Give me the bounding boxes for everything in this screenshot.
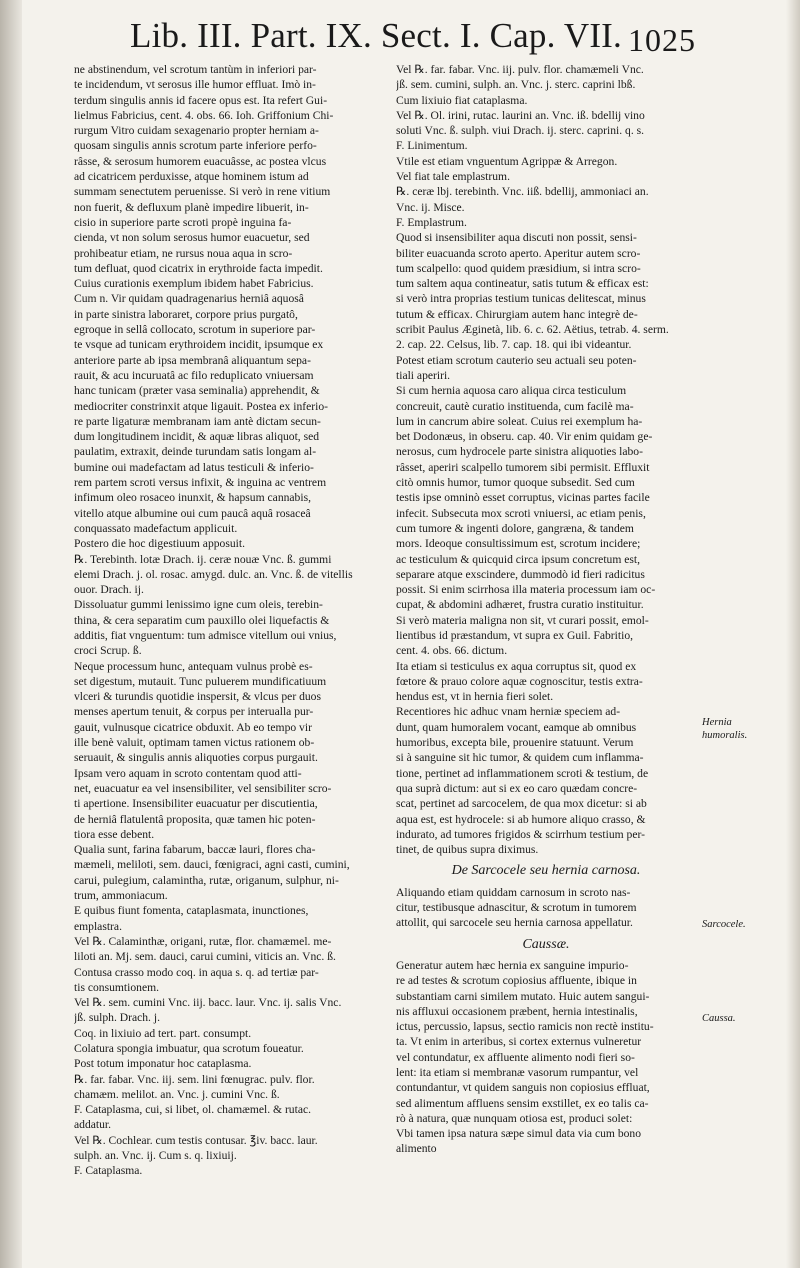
right-column-line: citur, testibusque adnascitur, & scrotum in tumorem: [396, 901, 637, 915]
right-column-line: Vel ℞. far. fabar. Vnc. iij. pulv. flor. chamæmeli Vnc.: [396, 63, 644, 76]
left-column-line: quosam singulis annis scrotum parte inferiore perfo-: [74, 139, 317, 153]
left-column-line: rem partem scroti versus infixit, & inguina ac ventrem: [74, 476, 327, 490]
left-column-line: cisio in superiore parte scroti propè inguina fa-: [74, 215, 292, 229]
right-column-line: lientibus id præstandum, vt supra ex Guil. Fabritio,: [396, 628, 634, 642]
right-column-block-2: [396, 885, 696, 931]
left-column-line: terdum singulis annis id facere opus est. Ita refert Gui-: [74, 93, 328, 107]
right-column-line: re ad testes & scrotum copiosius affluente, ibique in: [396, 974, 637, 988]
page-number: 1025: [628, 22, 696, 58]
left-column-line: ad cicatricem perduxisse, atque hominem istum ad: [74, 170, 309, 184]
left-column-line: Vel ℞. sem. cumini Vnc. iij. bacc. laur. Vnc. ij. salis Vnc.: [74, 996, 342, 1010]
left-column-line: ouor. Drach. ij.: [74, 583, 144, 597]
right-column-line: tutum & efficax. Chirurgiam autem hanc integrè de-: [396, 307, 638, 321]
left-column-line: tum defluat, quod cicatrix in erythroide facta impedit.: [74, 261, 323, 275]
left-column-line: elemi Drach. j. ol. rosac. amygd. dulc. an. Vnc. ß. de vitellis: [74, 567, 353, 581]
right-column-line: Vel ℞. Ol. irini, rutac. laurini an. Vnc. iß. bdellij vino: [396, 108, 645, 122]
right-column-line: cupat, & abdomini adhæret, frustra curatio instituitur.: [396, 598, 644, 612]
left-column-line: set digestum, mutauit. Tunc puluerem mundificatiuum: [74, 674, 327, 688]
left-column-line: menses apertum tenuit, & corpus per interualla pur-: [74, 705, 314, 719]
right-column-line: nerosus, cum hydrocele parte sinistra aliquoties labo-: [396, 445, 643, 459]
right-column-line: cum tumore & ingenti dolore, gangræna, & tandem: [396, 521, 634, 535]
left-column-line: sulph. an. Vnc. ij. Cum s. q. lixiuij.: [74, 1149, 237, 1163]
right-column-line: ictus, percussio, lapsus, sectio ramicis non rectè institu-: [396, 1020, 654, 1034]
right-column-line: Si cum hernia aquosa caro aliqua circa testiculum: [396, 384, 627, 398]
left-column-line: re parte ligaturæ membranam iam antè dictam secun-: [74, 414, 321, 428]
left-column-line: tiora esse debent.: [74, 827, 155, 841]
left-column-line: Postero die hoc digestiuum apposuit.: [74, 537, 245, 551]
right-column-line: Vnc. ij. Misce.: [396, 200, 465, 214]
right-column-block-1: [396, 62, 696, 857]
right-column-block-3: [396, 958, 696, 1157]
right-column-line: rò à natura, quæ nunquam otiosa est, produci solet:: [396, 1111, 633, 1125]
right-column-line: Quod si insensibiliter aqua discuti non possit, sensi-: [396, 231, 637, 245]
left-column-line: conquassato madefactum applicuit.: [74, 521, 238, 535]
left-column-line: E quibus fiunt fomenta, cataplasmata, inunctiones,: [74, 904, 309, 918]
right-column-line: F. Linimentum.: [396, 139, 468, 153]
running-header-title: Lib. III. Part. IX. Sect. I. Cap. VII.: [130, 16, 622, 55]
right-column-line: râsset, aperiri scalpello tumorem sibi permisit. Effluxit: [396, 460, 650, 474]
left-column-line: rurgum Vitro cuidam sexagenario propter herniam a-: [74, 124, 319, 138]
right-column-line: Recentiores hic adhuc vnam herniæ speciem ad-: [396, 705, 621, 719]
section-heading-caussae: Caussæ.: [522, 936, 570, 952]
left-column-line: gauit, vulnusque cicatrice obduxit. Ab eo tempo vir: [74, 720, 312, 734]
right-column-line: qua suprà dictum: aut si ex eo caro quædam concre-: [396, 781, 638, 795]
right-column-line: lum in cancrum abire soleat. Cuius rei exemplum ha-: [396, 414, 643, 428]
left-column-line: ti apertione. Insensibiliter euacuatur per discutientia,: [74, 797, 318, 811]
left-column-line: paulatim, extraxit, deinde turundam satis longam al-: [74, 445, 317, 459]
right-column-line: ℞. ceræ lbj. terebinth. Vnc. iiß. bdellij, ammoniaci an.: [396, 185, 649, 199]
right-column-line: Vtile est etiam vnguentum Agrippæ & Arregon.: [396, 154, 618, 168]
right-column-line: Ita etiam si testiculus ex aqua corruptus sit, quod ex: [396, 659, 637, 673]
left-column-line: Contusa crasso modo coq. in aqua s. q. ad tertiæ par-: [74, 965, 319, 979]
right-column-line: Si verò materia maligna non sit, vt curari possit, emol-: [396, 613, 649, 627]
right-column-line: infecit. Subsecuta mox scroti vniuersi, ac etiam penis,: [396, 506, 646, 520]
left-column-line: ille benè valuit, optimam tamen victus rationem ob-: [74, 736, 315, 750]
margin-note-sarcocele: Sarcocele.: [702, 919, 746, 930]
left-column: [74, 62, 389, 1179]
right-column-line: si verò intra proprias testium tunicas delitescat, minus: [396, 292, 646, 306]
right-column-line: biliter euacuanda scroto aperto. Aperitur autem scro-: [396, 246, 641, 260]
left-column-line: Vel ℞. Cochlear. cum testis contusar. ℥iv. bacc. laur.: [74, 1133, 318, 1147]
right-column-line: possit. Si enim scirrhosa illa materia processum iam oc-: [396, 583, 656, 597]
left-column-line: F. Cataplasma, cui, si libet, ol. chamæmel. & rutac.: [74, 1103, 312, 1117]
left-column-line: Cum n. Vir quidam quadragenarius herniâ aquosâ: [74, 292, 304, 306]
left-column-line: bumine oui madefactam ad latus testiculi & inferio-: [74, 460, 314, 474]
right-column-line: dunt, quam humoralem vocant, eamque ab omnibus: [396, 720, 637, 734]
right-column-line: scribit Paulus Æginetà, lib. 6. c. 62. Aëtius, tetrab. 4. serm.: [396, 323, 669, 337]
right-column-line: substantiam carni similem mutato. Huic autem sangui-: [396, 989, 650, 1003]
left-column-line: ℞. Terebinth. lotæ Drach. ij. ceræ nouæ Vnc. ß. gummi: [74, 552, 332, 566]
left-column-line: te incidendum, vt serosus ille humor effluat. Imò in-: [74, 78, 316, 92]
right-column: [396, 62, 696, 1157]
left-column-line: chamæm. melilot. an. Vnc. j. cumini Vnc. ß.: [74, 1087, 280, 1101]
left-column-line: Coq. in lixiuio ad tert. part. consumpt.: [74, 1026, 252, 1040]
left-column-line: tis consumtionem.: [74, 980, 160, 994]
left-column-line: râsse, & serosum humorem euacuâsse, ac postea vlcus: [74, 154, 327, 168]
left-column-line: trum, ammoniacum.: [74, 889, 168, 903]
section-heading-sarcocele: De Sarcocele seu hernia carnosa.: [451, 863, 641, 879]
right-column-line: citò omnis humor, tumor quoque subsedit. Sed cum: [396, 476, 635, 490]
left-column-line: cienda, vt non solum serosus humor euacuetur, sed: [74, 231, 310, 245]
left-column-line: carui, pulegium, calamintha, rutæ, origanum, sulphur, ni-: [74, 873, 339, 887]
running-header: [0, 14, 800, 58]
right-column-line: separare atque exscindere, dummodò id fieri radicitus: [396, 567, 645, 581]
right-column-line: aqua est, est hydrocele: si ab humore aliquo crasso, &: [396, 812, 646, 826]
right-column-line: ac testiculum & quicquid circa ipsum concretum est,: [396, 552, 641, 566]
right-column-line: ta. Vt enim in arteribus, si cortex externus vulneretur: [396, 1035, 642, 1049]
right-column-line: testis ipse omninò esset corruptus, vicinas partes facile: [396, 491, 650, 505]
right-column-line: alimento: [396, 1142, 437, 1156]
left-column-line: ℞. far. fabar. Vnc. iij. sem. lini fœnugrac. pulv. flor.: [74, 1072, 315, 1086]
left-column-line: Post totum imponatur hoc cataplasma.: [74, 1057, 252, 1071]
right-column-line: lent: ita etiam si membranæ vasorum rumpantur, vel: [396, 1066, 639, 1079]
left-column-line: hanc tunicam (præter vasa seminalia) apprehendit, &: [74, 384, 320, 398]
right-column-line: si à sanguine sit hic tumor, & quidem cum inflamma-: [396, 751, 644, 765]
left-column-line: Dissoluatur gummi lenissimo igne cum oleis, terebin-: [74, 598, 323, 612]
left-column-line: mæmeli, meliloti, sem. dauci, fœnigraci, agni casti, cumini,: [74, 858, 350, 872]
left-column-line: seruauit, & singulis annis aliquoties corpus purgauit.: [74, 751, 318, 765]
left-column-line: net, euacuatur ea vel insensibiliter, vel sensibiliter scro-: [74, 781, 332, 795]
left-column-line: in parte sinistra laboraret, corpore prius purgatô,: [74, 307, 298, 321]
right-column-line: Vbi tamen ipsa natura sæpe simul data via cum bono: [396, 1127, 642, 1141]
left-column-line: Vel ℞. Calaminthæ, origani, rutæ, flor. chamæmel. me-: [74, 934, 332, 948]
left-column-line: dum longitudinem incidit, & aquæ libras aliquot, sed: [74, 430, 320, 444]
left-column-line: infimum oleo rosaceo inunxit, & hapsum cannabis,: [74, 491, 311, 505]
right-column-line: Cum lixiuio fiat cataplasma.: [396, 93, 528, 107]
page-edge-shadow: [786, 0, 800, 1268]
left-column-line: F. Cataplasma.: [74, 1164, 143, 1178]
right-column-line: nis affluxui occasionem præbent, hernia intestinalis,: [396, 1004, 638, 1018]
left-column-line: prohibeatur etiam, ne rursus noua aqua in scro-: [74, 246, 293, 260]
left-column-line: anteriore parte ab ipsa membranâ aliquantum sepa-: [74, 353, 311, 367]
left-column-line: Qualia sunt, farina fabarum, baccæ lauri, flores cha-: [74, 843, 316, 857]
left-column-line: Cuius curationis exemplum ibidem habet Fabricius.: [74, 277, 314, 291]
left-column-line: liloti an. Mj. sem. dauci, carui cumini, viticis an. Vnc. ß.: [74, 950, 336, 964]
left-column-line: emplastra.: [74, 919, 122, 933]
right-column-line: fœtore & prauo colore aquæ cognoscitur, testis extra-: [396, 674, 643, 688]
right-column-line: vel contundatur, ex affluente alimento nodi fieri so-: [396, 1050, 635, 1064]
left-column-line: mediocriter constrinxit atque ligauit. Postea ex inferio-: [74, 399, 329, 413]
margin-note-caussa: Caussa.: [702, 1013, 736, 1024]
left-column-line: addatur.: [74, 1118, 112, 1132]
right-column-line: jß. sem. cumini, sulph. an. Vnc. j. sterc. caprini lbß.: [396, 78, 636, 92]
right-column-line: scat, pertinet ad sarcocelem, de qua mox dicetur: si ab: [396, 797, 647, 811]
left-column-line: summam senectutem peruenisse. Si verò in rene vitium: [74, 185, 331, 199]
right-column-line: concreuit, cautè curatio instituenda, cum facilè ma-: [396, 399, 634, 413]
margin-note-hernia-humoralis: Hernia humoralis.: [702, 717, 748, 741]
right-column-line: tiali aperiri.: [396, 368, 451, 382]
left-column-line: egroque in sellâ collocato, scrotum in superiore par-: [74, 323, 316, 337]
right-column-line: Generatur autem hæc hernia ex sanguine impurio-: [396, 958, 629, 972]
left-column-line: thina, & cera separatim cum pauxillo olei liquefactis &: [74, 613, 330, 627]
right-column-line: cent. 4. obs. 66. dictum.: [396, 644, 508, 658]
right-column-line: Aliquando etiam quiddam carnosum in scroto nas-: [396, 885, 631, 899]
left-column-line: Colatura spongia imbuatur, qua scrotum foueatur.: [74, 1042, 304, 1055]
right-column-line: Potest etiam scrotum cauterio seu actuali seu poten-: [396, 353, 637, 367]
left-column-line: Neque processum hunc, antequam vulnus probè es-: [74, 659, 313, 673]
right-column-line: tum scalpello: quod quidem præsidium, si intra scro-: [396, 261, 641, 275]
right-column-line: hendus est, vt in hernia fieri solet.: [396, 690, 554, 704]
page-gutter-shadow: [0, 0, 22, 1268]
left-column-line: croci Scrup. ß.: [74, 644, 142, 658]
left-column-line: non fuerit, & defluxum planè impedire libuerit, in-: [74, 200, 309, 214]
right-column-line: mors. Ideoque consultissimum est, scrotum incidere;: [396, 537, 641, 551]
left-column-line: vitello atque albumine oui cum paucâ aquâ rosaceâ: [74, 506, 311, 520]
right-column-line: attollit, qui sarcocele seu hernia carnosa appellatur.: [396, 916, 633, 930]
right-column-line: 2. cap. 22. Celsus, lib. 7. cap. 18. qui ibi videantur.: [396, 338, 632, 352]
right-column-line: indurato, ad tumores frigidos & scirrhum testium per-: [396, 827, 645, 841]
right-column-line: humoribus, excepta bile, prouenire statuunt. Verum: [396, 736, 634, 750]
left-column-line: te vsque ad tunicam erythroidem incidit, ipsumque ex: [74, 338, 324, 352]
left-column-line: lielmus Fabricius, cent. 4. obs. 66. Ioh. Griffonium Chi-: [74, 108, 334, 122]
left-column-line: jß. sulph. Drach. j.: [74, 1011, 160, 1025]
right-column-line: soluti Vnc. ß. sulph. viui Drach. ij. sterc. caprini. q. s.: [396, 124, 645, 138]
left-column-line: de herniâ flatulentâ proposita, quæ tamen hic poten-: [74, 812, 316, 826]
left-column-line: ne abstinendum, vel scrotum tantùm in inferiori par-: [74, 63, 317, 76]
right-column-line: Vel fiat tale emplastrum.: [396, 170, 510, 184]
left-column-line: additis, fiat vnguentum: tum admisce vitellum oui vnius,: [74, 628, 337, 642]
right-column-line: tum saltem aqua contineatur, satis tutum & efficax est:: [396, 277, 649, 291]
right-column-line: tione, pertinet ad inflammationem scroti & testium, de: [396, 766, 649, 780]
left-column-line: Ipsam vero aquam in scroto contentam quod atti-: [74, 766, 302, 780]
right-column-line: F. Emplastrum.: [396, 215, 467, 229]
right-column-line: sed alimentum affluens sensim exstillet, ex eo talis ca-: [396, 1096, 649, 1110]
left-column-line: vlceri & turundis quotidie inspersit, & vlcus per duos: [74, 690, 321, 704]
right-column-line: tinet, de quibus supra diximus.: [396, 843, 539, 857]
left-column-line: rauit, & acu incuruatâ ac filo reduplicato vniuersam: [74, 368, 314, 382]
right-column-line: contundantur, vt quidem sanguis non copiosius effluat,: [396, 1081, 650, 1095]
right-column-line: bet Dodonæus, in obseru. cap. 40. Vir enim quidam ge-: [396, 430, 653, 444]
